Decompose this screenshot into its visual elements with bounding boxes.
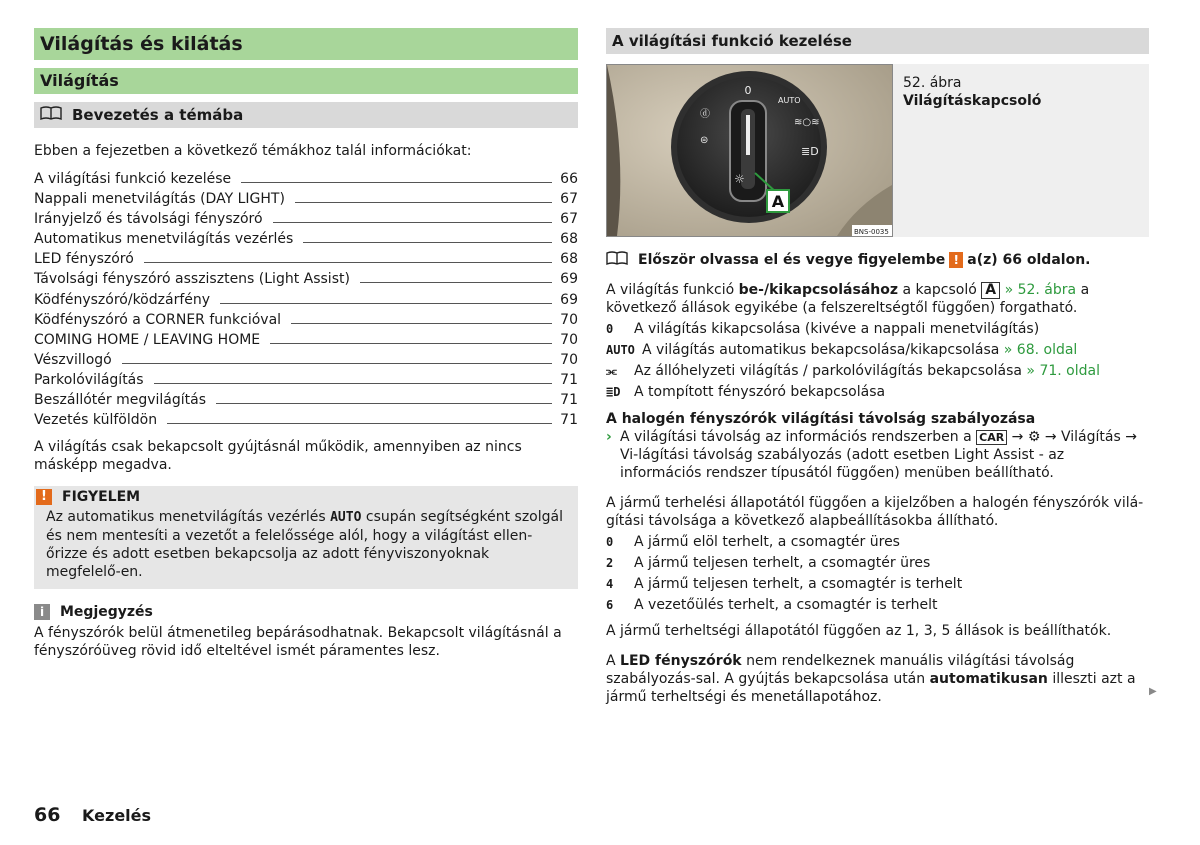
continue-arrow-icon: ▶ bbox=[1149, 686, 1157, 697]
warning-text-part: csupán segítségként szolgál és nem mentesíti a vezetőt a felelőssége alól, hogy a világítást ellen-őrizze és adott esetben bekapcsolja az adott fényviszonyoknak megfelelő-en. bbox=[46, 509, 563, 581]
toc-entry-title: Automatikus menetvilágítás vezérlés bbox=[34, 231, 294, 248]
right-column bbox=[606, 28, 1149, 706]
read-first-ref: a(z) 66 oldalon. bbox=[967, 252, 1091, 268]
load-symbol: 6 bbox=[606, 598, 614, 612]
warning-text bbox=[34, 506, 578, 581]
page-number: 66 bbox=[34, 804, 61, 826]
toc-entry[interactable] bbox=[34, 290, 578, 310]
light-switch-figure bbox=[606, 64, 893, 237]
toc-entry[interactable] bbox=[34, 310, 578, 330]
text-part: A bbox=[606, 653, 616, 669]
toc-entry[interactable] bbox=[34, 189, 578, 209]
halogen-heading: A halogén fényszórók világítási távolság szabályozása bbox=[606, 411, 1036, 427]
switch-position-text: Az állóhelyzeti világítás / parkolóvilágítás bekapcsolása bbox=[634, 363, 1022, 379]
toc-entry-page: 70 bbox=[560, 331, 578, 348]
svg-text:≣D: ≣D bbox=[801, 145, 819, 158]
toc-entry[interactable] bbox=[34, 330, 578, 350]
switch-position-text: A tompított fényszóró bekapcsolása bbox=[634, 384, 886, 400]
switch-symbol: ⫘ bbox=[606, 364, 617, 378]
toc-entry[interactable] bbox=[34, 249, 578, 269]
toc-entry-page: 68 bbox=[560, 251, 578, 268]
toc-leader bbox=[273, 222, 553, 223]
switch-position-text: A világítás kikapcsolása (kivéve a nappali menetvilágítás) bbox=[634, 321, 1040, 337]
page-link[interactable]: » 71. oldal bbox=[1026, 363, 1100, 379]
load-position-item bbox=[606, 596, 1149, 614]
toc-leader bbox=[144, 262, 552, 263]
toc-entry-page: 66 bbox=[560, 171, 578, 187]
toc-entry-page: 70 bbox=[560, 351, 578, 368]
figure-callout-label: A bbox=[771, 192, 785, 211]
switch-positions-list bbox=[606, 320, 1149, 401]
toc-entry[interactable] bbox=[34, 350, 578, 370]
warning-title: FIGYELEM bbox=[62, 489, 141, 506]
intro-heading: Bevezetés a témába bbox=[72, 106, 244, 124]
text-bold: automatikusan bbox=[929, 671, 1048, 687]
toc-entry-page: 71 bbox=[560, 392, 578, 409]
note-heading bbox=[34, 603, 578, 621]
toc-entry-title: Nappali menetvilágítás (DAY LIGHT) bbox=[34, 191, 285, 208]
toc-entry-page: 70 bbox=[560, 311, 578, 328]
toc-entry[interactable] bbox=[34, 229, 578, 249]
toc-entry[interactable] bbox=[34, 269, 578, 289]
switch-position-item bbox=[606, 320, 1149, 338]
load-position-item bbox=[606, 533, 1149, 551]
text-part: a következő állások egyikébe (a felszereltségtől függően) forgatható. bbox=[606, 282, 1090, 316]
svg-text:☼: ☼ bbox=[734, 172, 745, 186]
chapter-title: Világítás és kilátás bbox=[34, 28, 578, 60]
led-description bbox=[606, 652, 1149, 706]
toc-entry-page: 67 bbox=[560, 191, 578, 208]
toc-entry-page: 69 bbox=[560, 271, 578, 288]
page-footer bbox=[34, 804, 151, 826]
toc-entry-title: Irányjelző és távolsági fényszóró bbox=[34, 211, 263, 228]
read-first-line bbox=[606, 251, 1149, 269]
toc-entry-title: Parkolóvilágítás bbox=[34, 371, 144, 388]
knob-zero-label: 0 bbox=[744, 84, 752, 97]
toc-leader bbox=[167, 423, 552, 424]
figure-code: BNS-0035 bbox=[854, 228, 889, 236]
auto-symbol: AUTO bbox=[330, 510, 362, 526]
svg-text:⊜: ⊜ bbox=[700, 135, 709, 146]
toc-entry-page: 68 bbox=[560, 231, 578, 248]
intro-text: Ebben a fejezetben a következő témákhoz talál információkat: bbox=[34, 143, 472, 159]
figure-row bbox=[606, 64, 1149, 237]
load-position-item bbox=[606, 554, 1149, 572]
footer-chapter: Kezelés bbox=[82, 806, 152, 825]
ignition-note: A világítás csak bekapcsolt gyújtásnál működik, amennyiben az nincs másképp megadva. bbox=[34, 439, 522, 474]
step-arrow-icon: › bbox=[606, 429, 612, 445]
figure-caption bbox=[893, 64, 1149, 237]
toc-entry-title: COMING HOME / LEAVING HOME bbox=[34, 331, 261, 348]
toc-leader bbox=[241, 182, 552, 183]
read-first-text: Először olvassa el és vegye figyelembe bbox=[638, 252, 946, 268]
load-intro: A jármű terhelési állapotától függően a kijelzőben a halogén fényszórók vilá-gítási távolsága a következő alapbeállításokba állítható. bbox=[606, 495, 1144, 529]
toc-leader bbox=[295, 202, 552, 203]
page-link[interactable]: » 68. oldal bbox=[1003, 342, 1078, 358]
text-part: a kapcsoló bbox=[902, 282, 977, 298]
toc-entry[interactable] bbox=[34, 209, 578, 229]
load-symbol: 4 bbox=[606, 577, 614, 591]
book-icon bbox=[40, 105, 62, 125]
toc-entry-title: Vészvillogó bbox=[34, 351, 112, 368]
note-title: Megjegyzés bbox=[60, 604, 153, 621]
text-part: A világítási távolság az információs rendszerben a bbox=[620, 429, 972, 445]
switch-ref-box: A bbox=[981, 282, 1000, 299]
intro-heading-bar bbox=[34, 102, 578, 128]
toc-leader bbox=[360, 282, 552, 283]
load-extra: A jármű terheltségi állapotától függően az 1, 3, 5 állások is beállíthatók. bbox=[606, 623, 1112, 639]
toc-entry-page: 71 bbox=[560, 371, 578, 388]
svg-text:≋○≋: ≋○≋ bbox=[794, 117, 820, 128]
note-text: A fényszórók belül átmenetileg bepárásodhatnak. Bekapcsolt világításnál a fényszóróüveg rövid idő elteltével ismét páramentes lesz. bbox=[34, 625, 562, 660]
info-icon: i bbox=[34, 604, 50, 620]
text-part: → ⚙ → Világítás → Vi-lágítási távolság szabályozás (adott esetben Light Assist - az információs rendszer típusától függően) menüben beállítható. bbox=[620, 429, 1137, 481]
switch-symbol: ≣D bbox=[606, 385, 621, 399]
switch-position-text: A világítás automatikus bekapcsolása/kikapcsolása bbox=[642, 342, 1000, 358]
left-column bbox=[34, 28, 578, 660]
load-symbol: 0 bbox=[606, 535, 614, 549]
toc-entry-title: Ködfényszóró a CORNER funkcióval bbox=[34, 311, 282, 328]
toc-entry-title: Ködfényszóró/ködzárfény bbox=[34, 291, 211, 308]
text-bold: be-/kikapcsolásához bbox=[738, 282, 898, 298]
toc-entry-page: 69 bbox=[560, 291, 578, 308]
svg-text:ⓓ: ⓓ bbox=[700, 109, 710, 120]
toc-entry[interactable] bbox=[34, 169, 578, 189]
toc-leader bbox=[291, 323, 552, 324]
toc-leader bbox=[216, 403, 552, 404]
toc-leader bbox=[303, 242, 552, 243]
toc-entry-title: Távolsági fényszóró asszisztens (Light Assist) bbox=[34, 271, 350, 288]
figure-title: Világításkapcsoló bbox=[903, 93, 1042, 109]
toc-entry[interactable] bbox=[34, 370, 578, 390]
load-position-text: A jármű teljesen terhelt, a csomagtér is terhelt bbox=[634, 576, 963, 592]
book-icon bbox=[606, 251, 628, 269]
table-of-contents bbox=[34, 169, 578, 430]
text-part: illeszti azt a jármű terheltségi és menetállapotához. bbox=[606, 671, 1136, 705]
load-position-text: A jármű elöl terhelt, a csomagtér üres bbox=[634, 534, 900, 550]
toc-leader bbox=[122, 363, 552, 364]
toc-entry-title: Vezetés külföldön bbox=[34, 412, 158, 429]
section-title: Világítás bbox=[34, 68, 578, 94]
warning-icon: ! bbox=[36, 489, 52, 505]
text-bold: LED fényszórók bbox=[620, 653, 742, 669]
load-positions-list bbox=[606, 533, 1149, 614]
switch-symbol: 0 bbox=[606, 322, 614, 336]
load-position-item bbox=[606, 575, 1149, 593]
figure-link[interactable]: » 52. ábra bbox=[1004, 282, 1077, 298]
figure-number: 52. ábra bbox=[903, 75, 962, 91]
knob-auto-label: AUTO bbox=[778, 96, 801, 105]
switch-position-item bbox=[606, 362, 1149, 380]
switch-description bbox=[606, 281, 1149, 317]
toc-entry-title: Beszállótér megvilágítás bbox=[34, 392, 207, 409]
toc-entry[interactable] bbox=[34, 390, 578, 410]
car-button-symbol: CAR bbox=[976, 430, 1007, 445]
warning-icon: ! bbox=[949, 252, 963, 268]
switch-position-item bbox=[606, 383, 1149, 401]
warning-box bbox=[34, 486, 578, 589]
switch-symbol: AUTO bbox=[606, 343, 635, 357]
text-part: A világítás funkció bbox=[606, 282, 735, 298]
toc-entry[interactable] bbox=[34, 410, 578, 430]
toc-leader bbox=[270, 343, 552, 344]
toc-leader bbox=[220, 303, 552, 304]
load-position-text: A jármű teljesen terhelt, a csomagtér üres bbox=[634, 555, 931, 571]
warning-text-part: Az automatikus menetvilágítás vezérlés bbox=[46, 509, 326, 526]
load-position-text: A vezetőülés terhelt, a csomagtér is terhelt bbox=[634, 597, 938, 613]
toc-entry-page: 67 bbox=[560, 211, 578, 228]
load-symbol: 2 bbox=[606, 556, 614, 570]
halogen-step bbox=[606, 428, 1149, 482]
right-section-title: A világítási funkció kezelése bbox=[606, 28, 1149, 54]
switch-position-item bbox=[606, 341, 1149, 359]
text-part: nem rendelkeznek manuális világítási távolság szabályozás-sal. A gyújtás bekapcsolása után bbox=[606, 653, 1075, 687]
toc-entry-title: A világítási funkció kezelése bbox=[34, 171, 232, 187]
toc-entry-title: LED fényszóró bbox=[34, 251, 134, 268]
toc-leader bbox=[154, 383, 553, 384]
toc-entry-page: 71 bbox=[560, 412, 578, 429]
